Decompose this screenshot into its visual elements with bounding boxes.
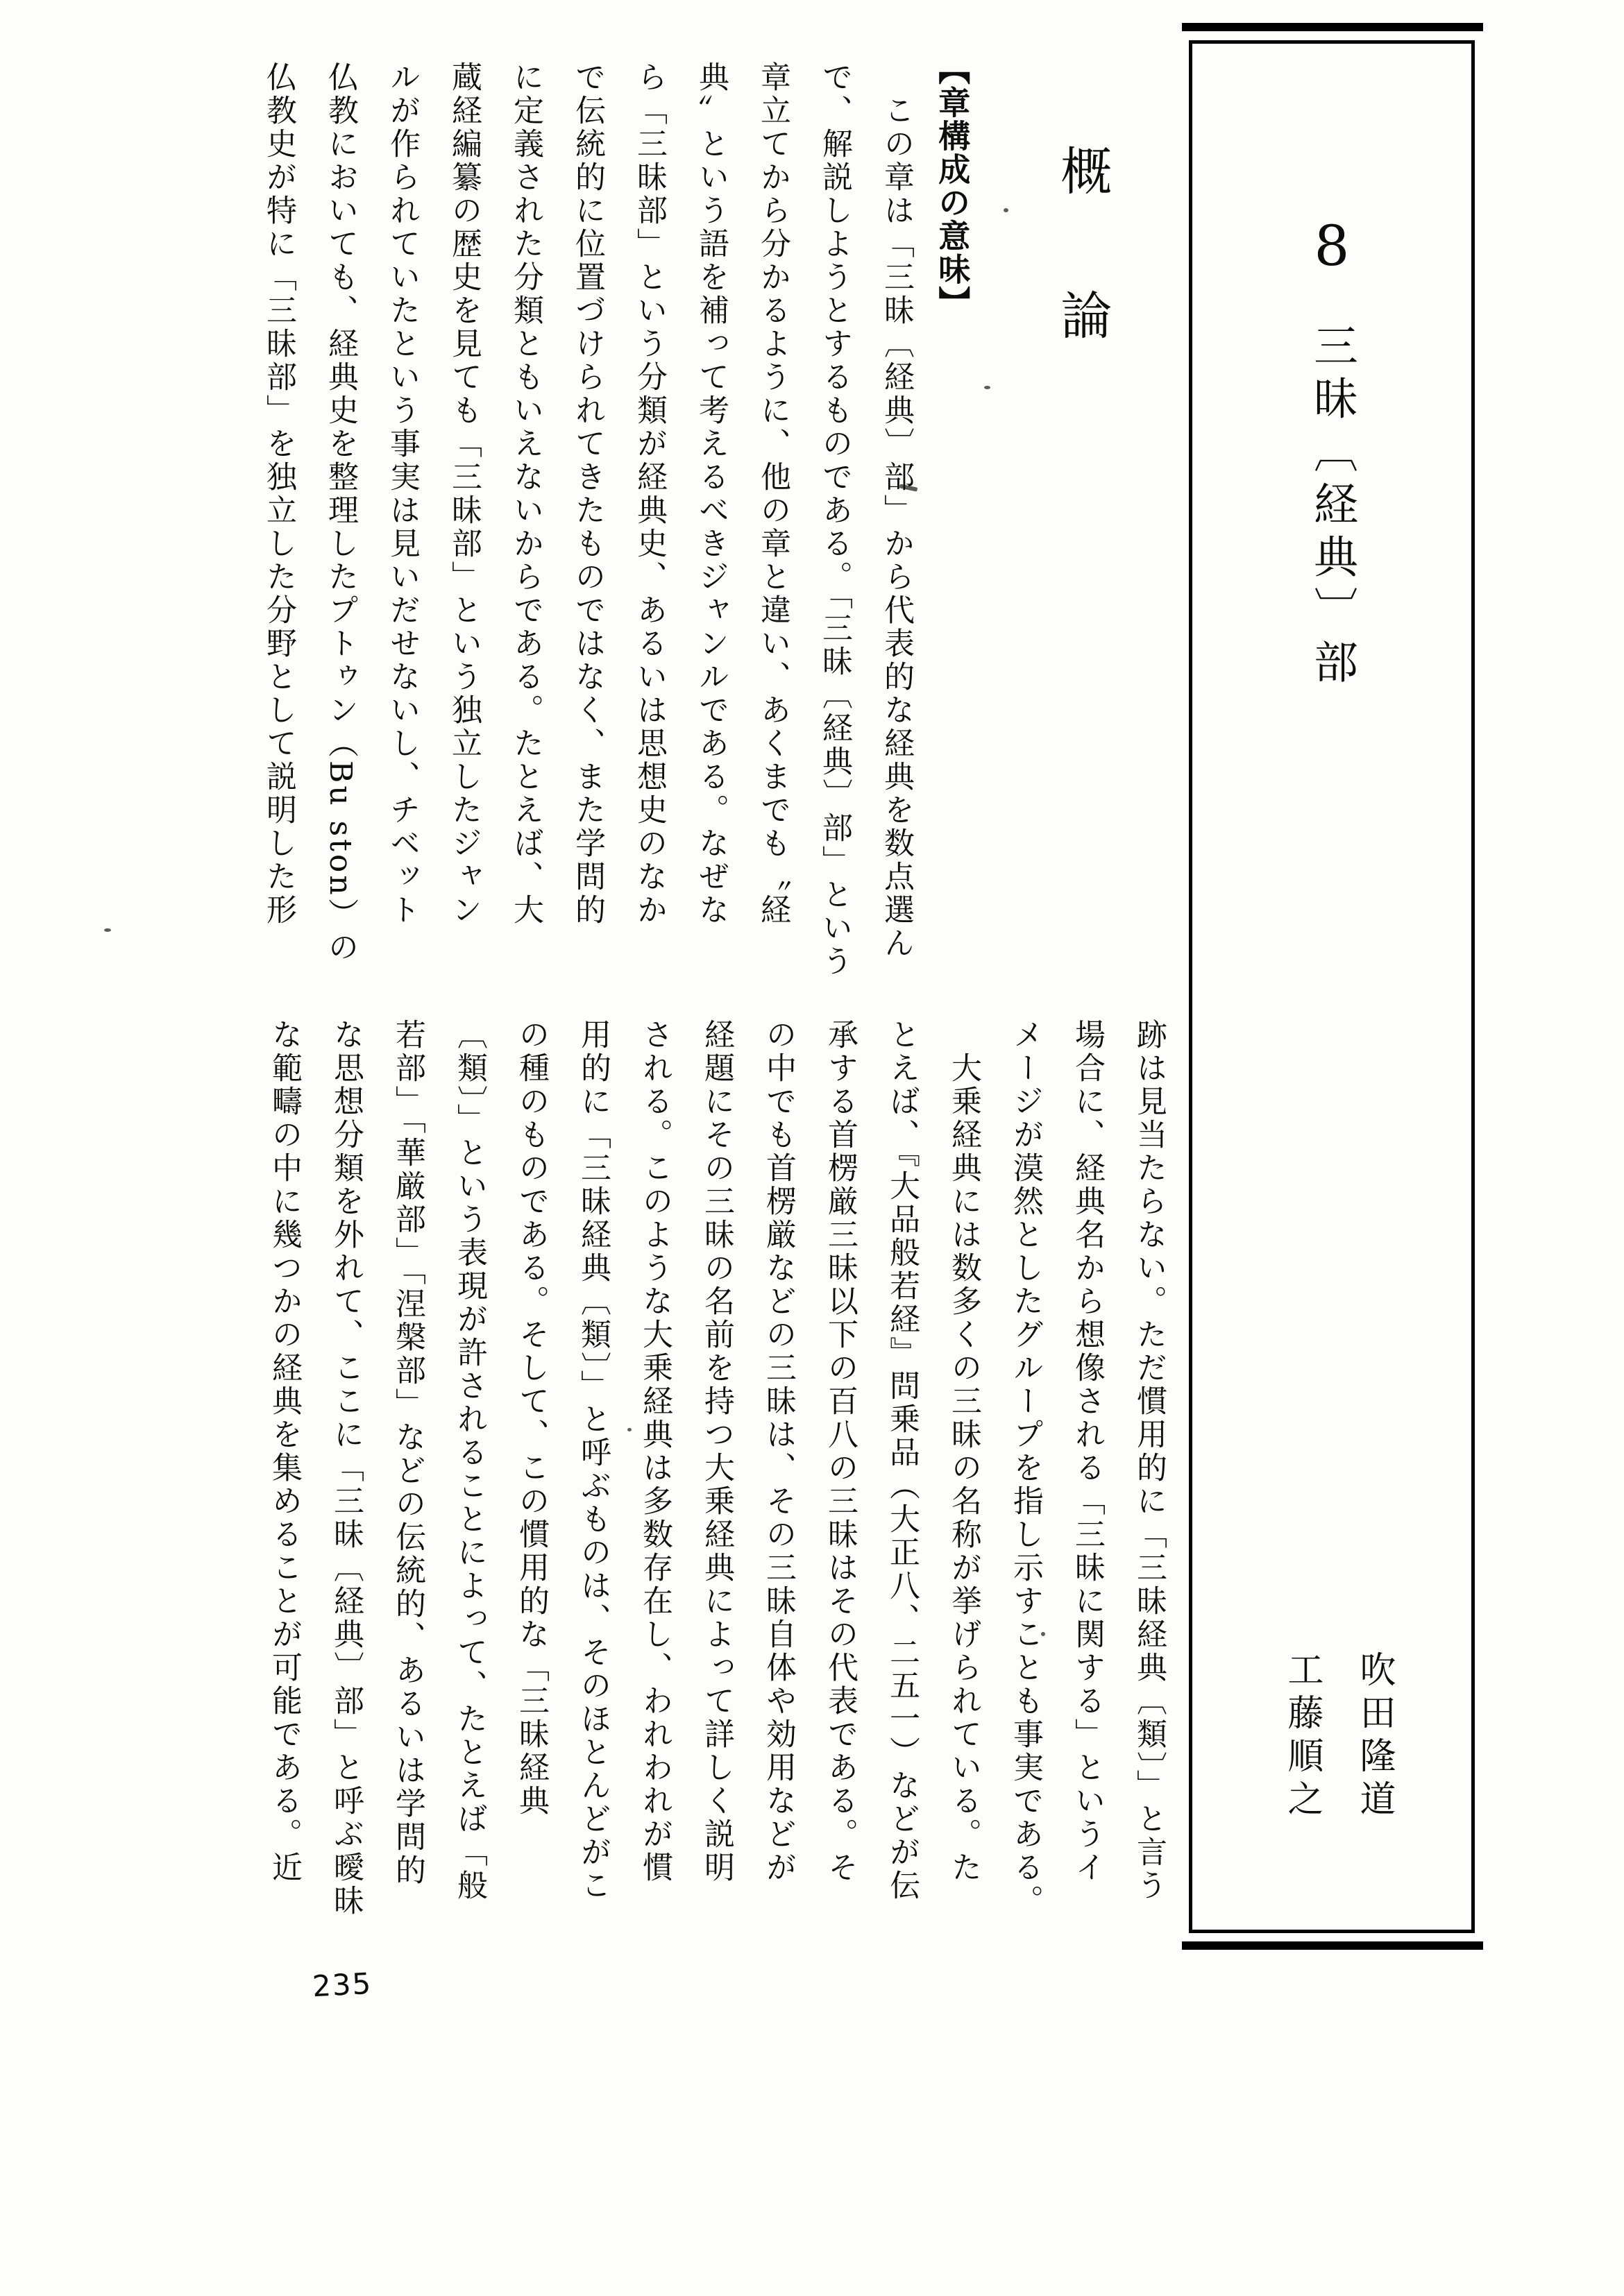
text-column: メージが漠然としたグループを指し示すことも事実である。	[1008, 1019, 1043, 1918]
text-column: 場合に、経典名から想像される「三昧に関する」というイ	[1069, 1019, 1105, 1885]
text-column: 仏教史が特に「三昧部」を独立した分野として説明した形	[261, 61, 296, 927]
text-column: ルが作られていたという事実は見いだせないし、チベット	[384, 61, 420, 927]
text-column: この章は「三昧〔経典〕部」から代表的な経典を数点選ん	[879, 61, 914, 960]
text-column: 仏教においても、経典史を整理したプトゥン（Bu ston）の	[323, 61, 358, 964]
chapter-title: 三昧〔経典〕部	[1306, 323, 1357, 692]
section-heading-overview: 概論	[1052, 144, 1113, 433]
upper-text-block	[248, 61, 927, 978]
text-column: 経題にその三昧の名前を持つ大乗経典によって詳しく説明	[699, 1019, 734, 1885]
text-column: 承する首楞厳三昧以下の百八の三昧はその代表である。そ	[822, 1019, 858, 1885]
chapter-number: 8	[1314, 214, 1350, 278]
text-column: 大乗経典には数多くの三昧の名称が挙げられている。た	[946, 1019, 981, 1885]
author-name-2: 工藤順之	[1281, 1651, 1323, 1823]
title-box-outer-rule-top	[1182, 23, 1483, 31]
text-column: に定義された分類ともいえないからである。たとえば、大	[508, 61, 543, 927]
text-column: とえば、『大品般若経』問乗品（大正八、二五一）などが伝	[884, 1019, 920, 1903]
lower-text-block	[253, 1019, 1180, 1948]
author-name-1: 吹田隆道	[1353, 1651, 1395, 1823]
page-number: 235	[311, 1966, 373, 2004]
scan-speck	[104, 928, 111, 932]
chapter-title-box	[1189, 40, 1475, 1933]
scan-speck	[1004, 208, 1008, 212]
text-column: 典〟という語を補って考えるべきジャンルである。なぜな	[693, 61, 729, 927]
text-column: 蔵経編纂の歴史を見ても「三昧部」という独立したジャン	[446, 61, 482, 927]
subsection-heading-chapter-structure: 【章構成の意味】	[933, 53, 972, 319]
scan-speck	[984, 386, 990, 389]
text-column: な範疇の中に幾つかの経典を集めることが可能である。近	[267, 1019, 302, 1885]
text-column: ら「三昧部」という分類が経典史、あるいは思想史のなか	[632, 61, 667, 927]
text-column: な思想分類を外れて、ここに「三昧〔経典〕部」と呼ぶ曖昧	[328, 1019, 364, 1918]
text-column: 〔類〕」という表現が許されることによって、たとえば「般	[452, 1019, 487, 1903]
title-box-outer-rule-bottom	[1182, 1941, 1483, 1950]
text-column: される。このような大乗経典は多数存在し、われわれが慣	[637, 1019, 673, 1885]
text-column: で伝統的に位置づけられてきたものではなく、また学問的	[570, 61, 605, 927]
text-column: 若部」「華厳部」「涅槃部」などの伝統的、あるいは学問的	[390, 1019, 425, 1887]
text-column: 用的に「三昧経典〔類〕」と呼ぶものは、そのほとんどがこ	[575, 1019, 611, 1903]
authors-block	[1266, 1651, 1410, 1873]
text-column: 跡は見当たらない。ただ慣用的に「三昧経典〔類〕」と言う	[1131, 1019, 1167, 1903]
text-column: の中でも首楞厳などの三昧は、その三昧自体や効用などが	[761, 1019, 796, 1885]
text-column: で、解説しようとするものである。「三昧〔経典〕部」という	[817, 61, 852, 978]
text-column: 章立てから分かるように、他の章と違い、あくまでも〝経	[755, 61, 790, 927]
text-column: の種のものである。そして、この慣用的な「三昧経典	[514, 1019, 549, 1818]
